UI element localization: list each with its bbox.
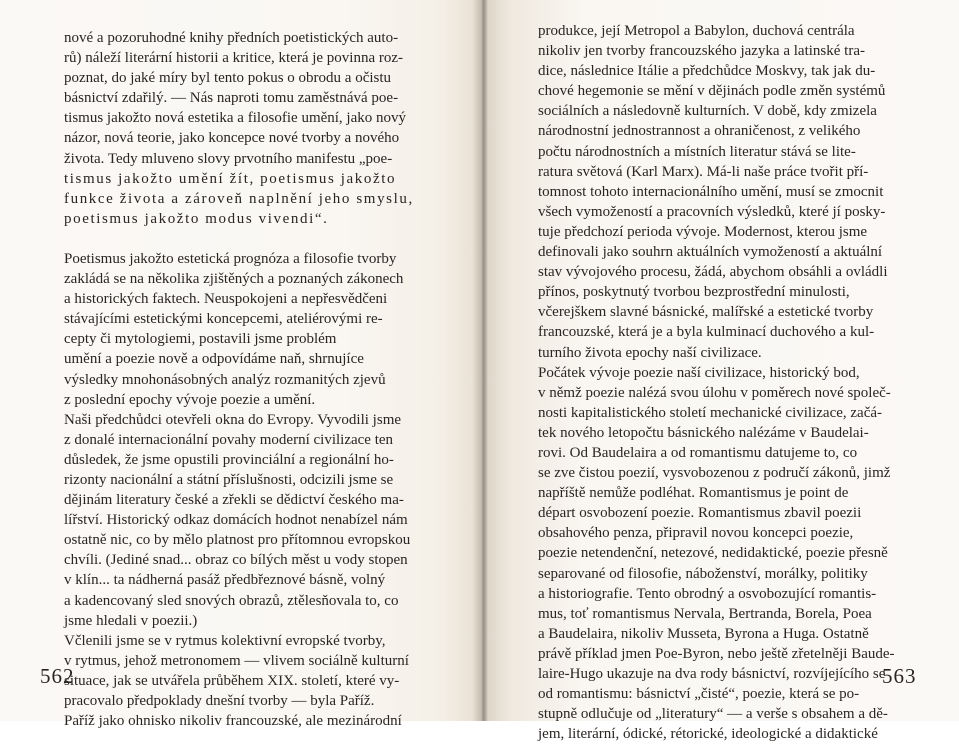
text-line: národnostní jednostrannost a ohraničenost, z velikého	[538, 123, 861, 140]
text-line: jem, literární, ódické, rétorické, ideologické a didaktické	[538, 726, 878, 743]
text-line: stav vývojového procesu, žádá, abychom obsáhli a ovládli	[538, 264, 888, 281]
text-line: mus, toť romantismus Nervala, Bertranda, Borela, Poea	[538, 605, 872, 622]
text-line: Naši předchůdci otevřeli okna do Evropy. Vyvodili jsme	[64, 411, 402, 428]
text-line: sociálních a následovně kulturních. V době, kdy zmizela	[538, 103, 877, 120]
paragraph-gap	[64, 229, 445, 249]
text-line: tuje předchozí perioda vývoje. Modernost, kterou jsme	[538, 223, 868, 240]
text-line: chové hegemonie se mění v dějinách podle změn systémů	[538, 83, 886, 100]
text-line: pracovalo předpoklady dnešní tvorby — byla Paříž.	[64, 693, 375, 709]
text-line: v klín... ta nádherná pasáž předbřeznové básně, volný	[64, 572, 386, 589]
text-line: a Baudelaira, nikoliv Musseta, Byrona a Huga. Ostatně	[538, 625, 869, 642]
text-line: dice, následnice Itálie a předchůdce Moskvy, tak jak du-	[538, 63, 876, 80]
right-page-number: 563	[882, 664, 917, 688]
text-line: tismus jakožto nová estetika a filosofie umění, jako nový	[64, 110, 407, 127]
text-line: z poslední epochy vývoje poezie a umění.	[64, 391, 316, 408]
text-line: rovi. Od Baudelaira a od romantismu datujeme to, co	[538, 444, 858, 461]
text-line: v němž poezie nalézá svou úlohu v poměrech nové společ-	[538, 384, 891, 401]
text-line: situace, jak se utvářela průběhem XIX. století, které vy-	[64, 672, 400, 689]
text-line: francouzské, která je a byla kulminací duchového a kul-	[538, 324, 875, 341]
text-line: tek nového letopočtu básnického nalézáme v Baudelai-	[538, 424, 869, 441]
text-line: napříště nemůže podléhat. Romantismus je point de	[538, 485, 849, 502]
text-line: života. Tedy mluveno slovy prvotního manifestu „poe-	[64, 150, 393, 167]
text-line: stupně odlučuje od „literatury“ — a verše s obsahem a dě-	[538, 706, 888, 723]
text-line: poznat, do jaké míry byl tento pokus o obrodu a očistu	[64, 70, 392, 87]
text-line: přínos, poskytnutý tvorbou bezprostřední minulosti,	[538, 284, 850, 301]
text-line: básnictví zdařilý. — Nás naproti tomu zaměstnává poe-	[64, 90, 399, 107]
text-line: rizonty nacionální a státní příslušnosti, odcizili jsme se	[64, 471, 394, 488]
right-page-text	[538, 21, 923, 744]
text-line: lířství. Historický odkaz domácích hodnot nenabízel nám	[64, 512, 408, 529]
text-line: départ osvobození poezie. Romantismus zbavil poezii	[538, 505, 862, 522]
text-line: výsledky mnohonásobných analýz rozmanitých zjevů	[64, 371, 386, 388]
text-line: Počátek vývoje poezie naší civilizace, historický bod,	[538, 364, 860, 381]
text-line: funkce života a zároveň naplnění jeho smyslu,	[64, 190, 414, 207]
text-line: důsledek, že jsme opustili provinciální a regionální ho-	[64, 451, 394, 468]
text-line: se zve čistou poezií, vysvobozenou z područí zákonů, jimž	[538, 465, 891, 482]
left-page	[0, 0, 482, 730]
text-line: poezie netendenční, netezové, nedidaktické, poezie přesně	[538, 545, 888, 562]
text-line: v rytmus, jehož metronomem — vlivem sociálně kulturní	[64, 652, 409, 669]
text-line: a kadencovaný sled snových obrazů, ztělesňovala to, co	[64, 592, 399, 609]
text-line: produkce, její Metropol a Babylon, duchová centrála	[538, 23, 855, 39]
text-line: ratura světová (Karl Marx). Má-li naše práce tvořit pří-	[538, 163, 869, 180]
text-line: chvíli. (Jediné snad... obraz co bílých měst u vody stopen	[64, 552, 408, 569]
text-line: jsme hledali v poezii.)	[64, 612, 198, 629]
text-line: názor, nová teorie, jako koncepce nové tvorby a nového	[64, 130, 400, 147]
text-line: od romantismu: básnictví „čisté“, poezie, která se po-	[538, 686, 860, 703]
book-gutter	[472, 0, 488, 721]
text-line: právě příklad jmen Poe-Byron, nebo ještě zřetelněji Baude-	[538, 645, 895, 662]
text-line: nosti kapitalistického století mechanické civilizace, začá-	[538, 404, 883, 421]
text-line: stávajícími estetickými koncepcemi, ateliérovými re-	[64, 311, 383, 328]
text-line: dějinám literatury české a zřekli se dědictví českého ma-	[64, 492, 404, 509]
text-line: nikoliv jen tvorby francouzského jazyka a latinské tra-	[538, 43, 865, 60]
text-line: všech vymožeností a pracovních výsledků, které jí posky-	[538, 203, 886, 220]
text-line: turního života epochy naší civilizace.	[538, 344, 762, 361]
text-line: tomnost tohoto internacionálního umění, musí se zmocnit	[538, 183, 884, 200]
text-line: tismus jakožto umění žít, poetismus jakožto	[64, 170, 397, 187]
text-line: obsahového penza, připravil novou koncepci poezie,	[538, 525, 854, 542]
text-line: a historiografie. Tento obrodný a osvobozující romantis-	[538, 585, 877, 602]
text-line: poetismus jakožto modus vivendi“.	[64, 210, 329, 227]
text-line: a historických faktech. Neuspokojeni a nepřesvědčeni	[64, 291, 388, 308]
text-line: nové a pozoruhodné knihy předních poetistických auto-	[64, 30, 399, 46]
text-line: Poetismus jakožto estetická prognóza a filosofie tvorby	[64, 250, 397, 267]
text-line: Paříž jako ohnisko nikoliv francouzské, ale mezinárodní	[64, 713, 402, 730]
text-line: ostatně nic, co by mělo platnost pro přítomnou evropskou	[64, 532, 411, 549]
text-line: včerejškem slavné básnické, malířské a estetické tvorby	[538, 304, 874, 321]
text-line: separované od filosofie, náboženství, morálky, politiky	[538, 565, 868, 582]
text-line: počtu národnostních a místních literatur stává se lite-	[538, 143, 856, 160]
text-line: definovali jako souhrn aktuálních vymožeností a aktuální	[538, 244, 883, 261]
text-line: cepty či mytologiemi, postavili jsme problém	[64, 331, 337, 348]
left-page-text	[64, 28, 445, 731]
text-line: z donalé internacionální povahy moderní civilizace ten	[64, 431, 394, 448]
text-line: Včlenili jsme se v rytmus kolektivní evropské tvorby,	[64, 632, 386, 649]
text-line: rů) náleží literární historii a kritice, která je povinna roz-	[64, 50, 404, 67]
text-line: umění a poezie nově a odpovídáme naň, shrnujíce	[64, 351, 364, 368]
left-page-number: 562	[40, 664, 75, 688]
text-line: laire-Hugo ukazuje na dva rody básnictví, rozvíjejícího se	[538, 666, 886, 682]
text-line: zakládá se na několika zjištěných a poznaných zákonech	[64, 271, 404, 288]
